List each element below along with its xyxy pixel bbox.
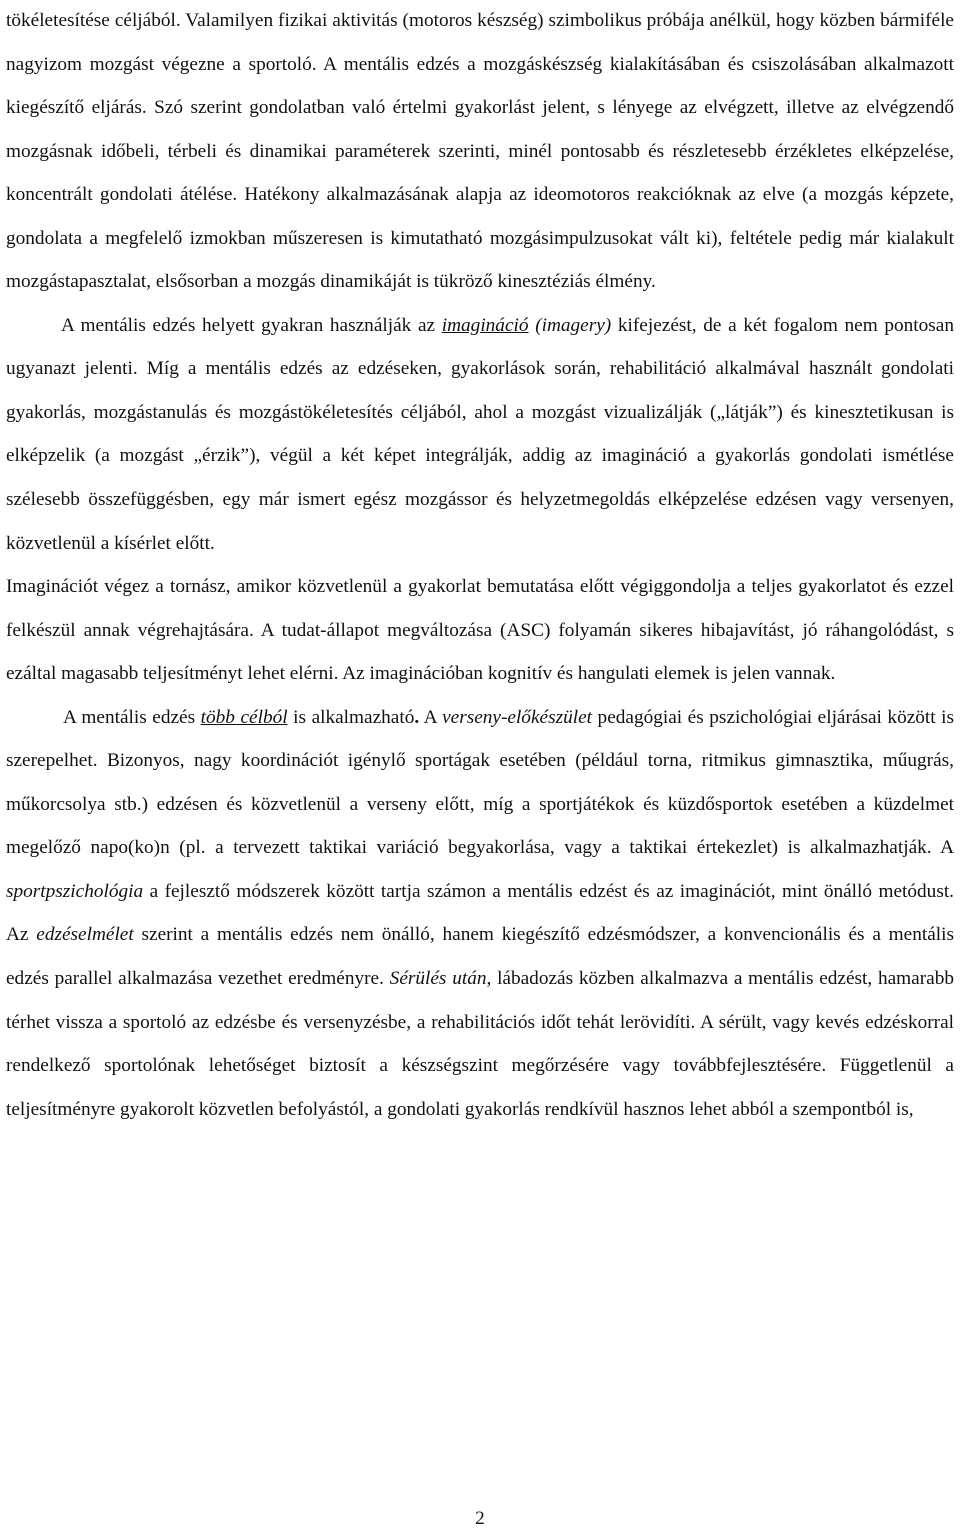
paragraph-text: Imaginációt végez a tornász, amikor közvetlenül a gyakorlat bemutatása előtt végiggondolja a teljes gyakorlatot és ezzel felkészül annak végrehajtására. A tudat-állapot megváltozása (ASC) folyamán sikeres hibajavítást, jó ráhangolódást, s ezáltal magasabb teljesítményt lehet elérni. Az imaginációban kognitív és hangulati elemek is jelen vannak. [6,576,954,685]
paragraph-text: , lábadozás közben alkalmazva a mentális edzést, hamarabb térhet vissza a sportoló az edzésbe és versenyzésbe, a rehabilitációs időt tehát lerövidíti. A sérült, vagy kevés edzéskorral rendelkező sportolónak lehetőséget biztosít a készségszint megőrzésére vagy továbbfejlesztésére. Függetlenül a teljesítményre gyakorolt közvetlen befolyástól, a gondolati gyakorlás rendkívül hasznos lehet abból a szempontból is, [6,968,954,1120]
term-sportpszichologia: sportpszichológia [6,880,144,902]
page-number: 2 [475,1508,485,1529]
paragraph-text: szerint a mentális edzés nem önálló, hanem kiegészítő edzésmódszer, a konvencionális és a mentális edzés parallel alkalmazása vezethet eredményre. [6,924,954,990]
term-imagery: (imagery) [535,314,612,336]
term-verseny-elokeszulet: verseny-előkészület [442,706,592,728]
bold-period: . [414,706,420,728]
term-tobb-celbol: több célból [200,706,288,728]
paragraph-mental-training-definition [6,0,954,304]
paragraph-gymnast-example [6,565,954,696]
paragraph-text: A [419,706,443,728]
paragraph-text: tökéletesítése céljából. Valamilyen fizikai aktivitás (motoros készség) szimbolikus próbája anélkül, hogy közben bármiféle nagyizom mozgást végezne a sportoló. A mentális edzés a mozgáskészség kialakításában és csiszolásában alkalmazott kiegészítő eljárás. Szó szerint gondolatban való értelmi gyakorlást jelent, s lényege az elvégzett, illetve az elvégzendő mozgásnak időbeli, térbeli és dinamikai paraméterek szerinti, minél pontosabb és részletesebb érzékletes elképzelése, koncentrált gondolati átélése. Hatékony alkalmazásának alapja az ideomotoros reakcióknak az elve (a mozgás képzete, gondolata a megfelelő izmokban műszeresen is kimutatható mozgásimpulzusokat vált ki), feltétele pedig már kialakult mozgástapasztalat, elsősorban a mozgás dinamikáját is tükröző kinesztéziás élmény. [6,10,954,293]
paragraph-text: A mentális edzés helyett gyakran használják az [61,314,442,336]
term-serules-utan: Sérülés után [389,968,487,990]
paragraph-text: kifejezést, de a két fogalom nem pontosan ugyanazt jelenti. Míg a mentális edzés az edzéseken, gyakorlások során, rehabilitáció alkalmával használt gondolati gyakorlás, mozgástanulás és mozgástökéletesítés céljából, ahol a mozgást vizualizálják („látják”) és kinesztetikusan is elképzelik (a mozgást „érzik”), végül a két képet integrálják, addig az imagináció a gyakorlás gondolati ismétlése szélesebb összefüggésben, egy már ismert egész mozgássor és helyzetmegoldás elképzelése edzésen vagy versenyen, közvetlenül a kísérlet előtt. [6,314,954,554]
paragraph-text: pedagógiai és pszichológiai eljárásai között is szerepelhet. Bizonyos, nagy koordinációt igénylő sportágak esetében (például torna, ritmikus gimnasztika, műugrás, műkorcsolya stb.) edzésen és közvetlenül a verseny előtt, míg a sportjátékok és küzdősportok esetében a küzdelmet megelőző napo(ko)n (pl. a tervezett taktikai variáció begyakorlása, vagy a taktikai értekezlet) is alkalmazhatják. A [6,706,955,859]
paragraph-imagination-vs-mental-training [6,304,954,565]
paragraph-multiple-purposes [6,696,954,1131]
term-edzeselmelet: edzéselmélet [36,924,134,946]
paragraph-text: a fejlesztő módszerek között tartja számon a mentális edzést és az imaginációt, mint önálló metódust. Az [6,880,954,946]
paragraph-text: is alkalmazható [287,706,415,728]
paragraph-text: A mentális edzés [63,706,201,728]
term-imaginacio: imagináció [441,314,529,336]
